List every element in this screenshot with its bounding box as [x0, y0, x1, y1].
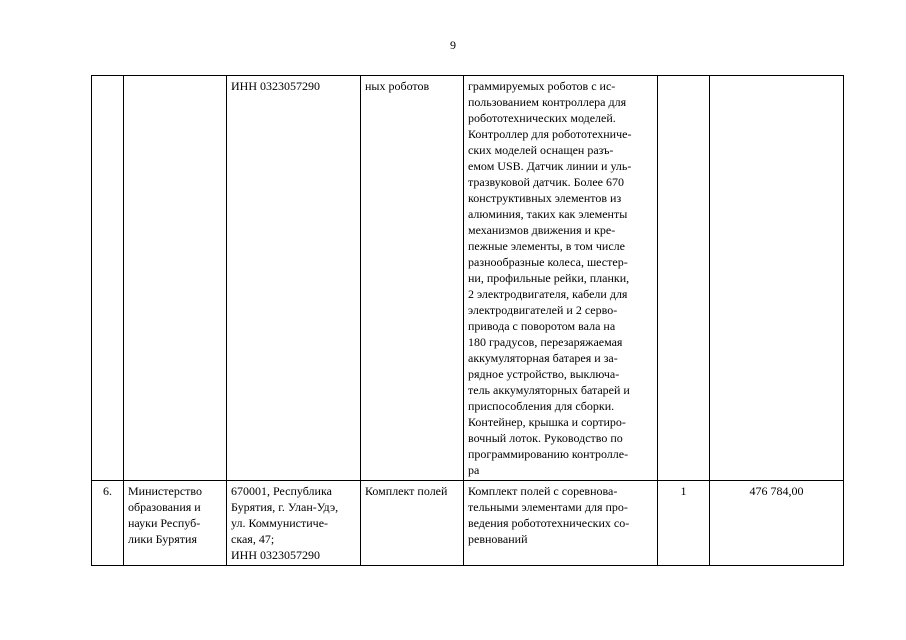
cell-quantity: [658, 481, 710, 566]
text-line: 2 электродвигателя, кабели для: [468, 287, 628, 301]
text-line: науки Респуб-: [128, 516, 201, 530]
page-number: 9: [450, 38, 456, 52]
cell-text: 476 784,00: [749, 484, 804, 498]
cell-item: [361, 481, 464, 566]
text-line: ных роботов: [365, 79, 430, 93]
text-line: ИНН 0323057290: [231, 548, 320, 562]
text-line: электродвигателей и 2 серво-: [468, 303, 618, 317]
text-line: программированию контролле-: [468, 447, 629, 461]
text-line: вочный лоток. Руководство по: [468, 431, 623, 445]
cell-text: 6.: [103, 484, 112, 498]
text-line: Министерство: [128, 484, 202, 498]
text-line: привода с поворотом вала на: [468, 319, 616, 333]
text-line: лики Бурятия: [128, 532, 197, 546]
text-line: робототехнических моделей.: [468, 111, 616, 125]
text-line: ведения робототехнических со-: [468, 516, 630, 530]
cell-address: [227, 481, 361, 566]
text-line: конструктивных элементов из: [468, 191, 622, 205]
cell-item: [361, 76, 464, 481]
text-line: граммируемых роботов с ис-: [468, 79, 616, 93]
text-line: емом USB. Датчик линии и уль-: [468, 159, 632, 173]
text-line: ИНН 0323057290: [231, 79, 320, 93]
cell-recipient: [124, 481, 227, 566]
cell-address: [227, 76, 361, 481]
cell-quantity: [658, 76, 710, 481]
cell-recipient: [124, 76, 227, 481]
cell-description: [464, 76, 658, 481]
cell-amount: [710, 481, 844, 566]
cell-description: [464, 481, 658, 566]
text-line: Бурятия, г. Улан-Удэ,: [231, 500, 339, 514]
text-line: разнообразные колеса, шестер-: [468, 255, 628, 269]
text-line: Комплект полей: [365, 484, 448, 498]
text-line: Комплект полей с соревнова-: [468, 484, 618, 498]
text-line: алюминия, таких как элементы: [468, 207, 628, 221]
cell-text: 1: [680, 484, 687, 498]
text-line: приспособления для сборки.: [468, 399, 615, 413]
text-line: пежные элементы, в том числе: [468, 239, 625, 253]
text-line: тразвуковой датчик. Более 670: [468, 175, 624, 189]
cell-amount: [710, 76, 844, 481]
document-table: [91, 75, 844, 566]
table-row: [92, 76, 844, 481]
cell-number: [92, 76, 124, 481]
text-line: 180 градусов, перезаряжаемая: [468, 335, 623, 349]
text-line: ская, 47;: [231, 532, 275, 546]
text-line: ских моделей оснащен разъ-: [468, 143, 614, 157]
text-line: Контроллер для робототехниче-: [468, 127, 632, 141]
text-line: аккумуляторная батарея и за-: [468, 351, 618, 365]
text-line: ревнований: [468, 532, 528, 546]
text-line: механизмов движения и кре-: [468, 223, 616, 237]
text-line: ни, профильные рейки, планки,: [468, 271, 630, 285]
text-line: Контейнер, крышка и сортиро-: [468, 415, 626, 429]
text-line: тель аккумуляторных батарей и: [468, 383, 630, 397]
table-row: [92, 481, 844, 566]
text-line: рядное устройство, выключа-: [468, 367, 620, 381]
text-line: ул. Коммунистиче-: [231, 516, 329, 530]
text-line: образования и: [128, 500, 201, 514]
cell-number: [92, 481, 124, 566]
text-line: тельными элементами для про-: [468, 500, 628, 514]
text-line: пользованием контроллера для: [468, 95, 627, 109]
text-line: ра: [468, 463, 480, 477]
text-line: 670001, Республика: [231, 484, 332, 498]
